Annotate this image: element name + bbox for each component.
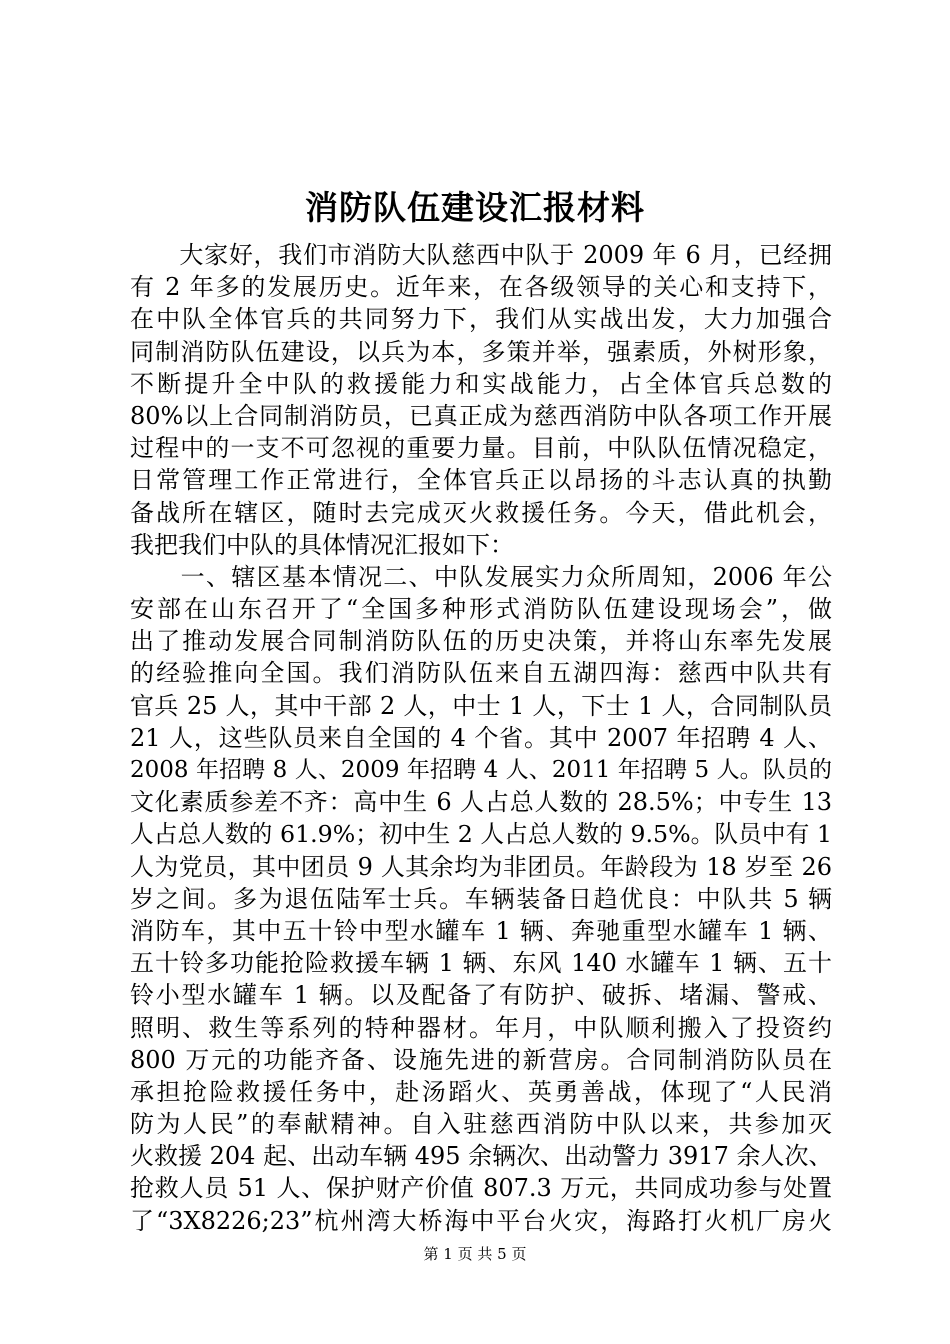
body-line: 岁之间。多为退伍陆军士兵。车辆装备日趋优良：中队共 5 辆 <box>130 884 832 913</box>
body-line: 承担抢险救援任务中，赴汤蹈火、英勇善战，体现了“人民消 <box>130 1077 832 1106</box>
body-line: 在中队全体官兵的共同努力下，我们从实战出发，大力加强合 <box>130 305 832 334</box>
body-line: 防为人民”的奉献精神。自入驻慈西消防中队以来，共参加灭 <box>130 1110 832 1139</box>
body-line: 的经验推向全国。我们消防队伍来自五湖四海：慈西中队共有 <box>130 659 832 688</box>
body-line: 大家好，我们市消防大队慈西中队于 2009 年 6 月，已经拥 <box>130 241 832 269</box>
document-body <box>130 239 832 1237</box>
body-line: 80%以上合同制消防员，已真正成为慈西消防中队各项工作开展 <box>130 401 832 430</box>
body-line: 21 人，这些队员来自全国的 4 个省。其中 2007 年招聘 4 人、 <box>130 723 832 752</box>
body-line: 2008 年招聘 8 人、2009 年招聘 4 人、2011 年招聘 5 人。队员的 <box>130 757 832 783</box>
body-line: 抢救人员 51 人、保护财产价值 807.3 万元，共同成功参与处置 <box>130 1174 832 1203</box>
body-line: 人占总人数的 61.9%；初中生 2 人占总人数的 9.5%。队员中有 1 <box>130 820 832 849</box>
page-footer: 第 1 页 共 5 页 <box>423 1245 527 1263</box>
body-line: 不断提升全中队的救援能力和实战能力，占全体官兵总数的 <box>130 369 832 398</box>
body-line: 安部在山东召开了“全国多种形式消防队伍建设现场会”，做 <box>130 595 832 624</box>
body-line: 人为党员，其中团员 9 人其余均为非团员。年龄段为 18 岁至 26 <box>130 852 832 881</box>
body-line: 800 万元的功能齐备、设施先进的新营房。合同制消防队员在 <box>130 1045 832 1074</box>
body-line: 有 2 年多的发展历史。近年来，在各级领导的关心和支持下， <box>130 273 832 302</box>
body-line: 过程中的一支不可忽视的重要力量。目前，中队队伍情况稳定， <box>130 434 832 463</box>
body-line: 照明、救生等系列的特种器材。年月，中队顺利搬入了投资约 <box>130 1013 832 1042</box>
body-line: 了“3X8226;23”杭州湾大桥海中平台火灾，海路打火机厂房火 <box>130 1206 832 1235</box>
body-line: 同制消防队伍建设，以兵为本，多策并举，强素质，外树形象， <box>130 337 832 366</box>
document-title: 消防队伍建设汇报材料 <box>305 188 645 227</box>
body-line: 备战所在辖区，随时去完成灭火救援任务。今天，借此机会， <box>130 498 832 527</box>
body-line: 日常管理工作正常进行，全体官兵正以昂扬的斗志认真的执勤 <box>130 466 832 495</box>
body-line: 一、辖区基本情况二、中队发展实力众所周知，2006 年公 <box>130 562 832 591</box>
body-line: 出了推动发展合同制消防队伍的历史决策，并将山东率先发展 <box>130 627 832 656</box>
body-line: 五十铃多功能抢险救援车辆 1 辆、东风 140 水罐车 1 辆、五十 <box>130 949 832 978</box>
body-line: 消防车，其中五十铃中型水罐车 1 辆、奔驰重型水罐车 1 辆、 <box>130 916 832 945</box>
body-line: 官兵 25 人，其中干部 2 人，中士 1 人，下士 1 人，合同制队员 <box>130 691 832 720</box>
body-line: 铃小型水罐车 1 辆。以及配备了有防护、破拆、堵漏、警戒、 <box>130 981 832 1010</box>
body-line: 我把我们中队的具体情况汇报如下： <box>130 530 514 559</box>
body-line: 文化素质参差不齐：高中生 6 人占总人数的 28.5%；中专生 13 <box>130 788 832 817</box>
body-line: 火救援 204 起、出动车辆 495 余辆次、出动警力 3917 余人次、 <box>130 1142 833 1171</box>
